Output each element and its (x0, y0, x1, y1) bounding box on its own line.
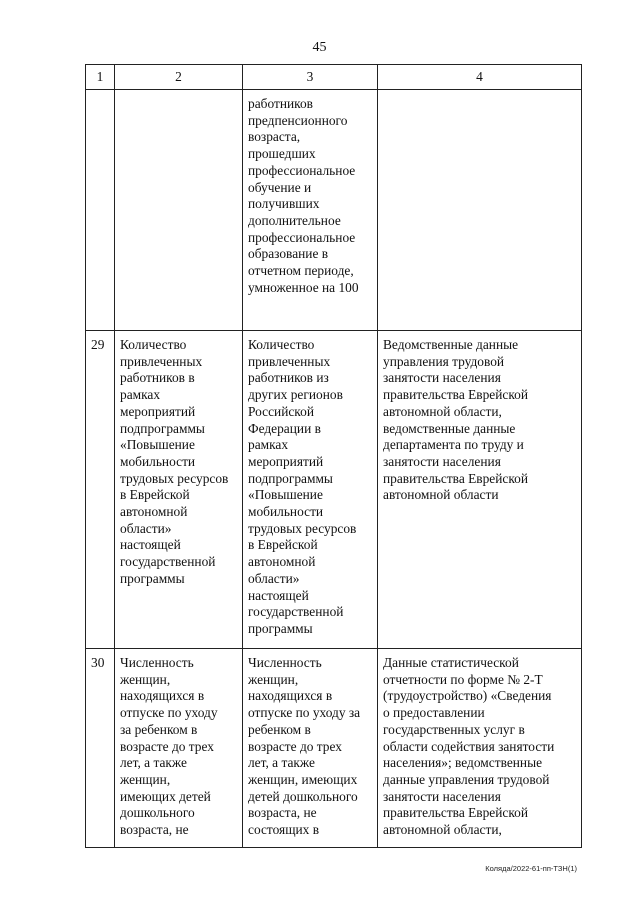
header-cell-2: 2 (115, 65, 243, 90)
calculation-cell: работников предпенсионного возраста, прошедших профессиональное обучение и получивших дополнительное профессиональное образование в отчетном периоде, умноженное на 100 (243, 90, 378, 331)
page-number: 45 (312, 40, 327, 55)
header-cell-3: 3 (243, 65, 378, 90)
row-number-cell: 29 (86, 331, 115, 649)
indicator-name-cell (115, 90, 243, 331)
row-number-cell: 30 (86, 649, 115, 848)
table-header-row (86, 65, 582, 90)
table-row (86, 331, 582, 649)
data-source-cell: Данные статистической отчетности по форме № 2-Т (трудоустройство) «Сведения о предоставлении государственных услуг в области содействия занятости населения»; ведомственные данные управления трудовой занятости населения правительства Еврейской автономной области, (378, 649, 582, 848)
data-source-cell (378, 90, 582, 331)
header-cell-4: 4 (378, 65, 582, 90)
table-row (86, 90, 582, 331)
indicators-table (85, 64, 582, 848)
calculation-cell: Количество привлеченных работников из других регионов Российской Федерации в рамках мероприятий подпрограммы «Повышение мобильности трудовых ресурсов в Еврейской автономной области» настоящей государственной программы (243, 331, 378, 649)
row-number-cell (86, 90, 115, 331)
calculation-cell: Численность женщин, находящихся в отпуске по уходу за ребенком в возрасте до трех лет, а также женщин, имеющих детей дошкольного возраста, не состоящих в (243, 649, 378, 848)
table-row (86, 649, 582, 848)
header-cell-1: 1 (86, 65, 115, 90)
data-source-cell: Ведомственные данные управления трудовой занятости населения правительства Еврейской автономной области, ведомственные данные департамента по труду и занятости населения правительства Еврейской автономной области (378, 331, 582, 649)
document-code: Колядa/2022-61-пп-ТЗН(1) (485, 864, 577, 873)
indicator-name-cell: Численность женщин, находящихся в отпуске по уходу за ребенком в возрасте до трех лет, а также женщин, имеющих детей дошкольного возраста, не (115, 649, 243, 848)
indicator-name-cell: Количество привлеченных работников в рамках мероприятий подпрограммы «Повышение мобильности трудовых ресурсов в Еврейской автономной области» настоящей государственной программы (115, 331, 243, 649)
